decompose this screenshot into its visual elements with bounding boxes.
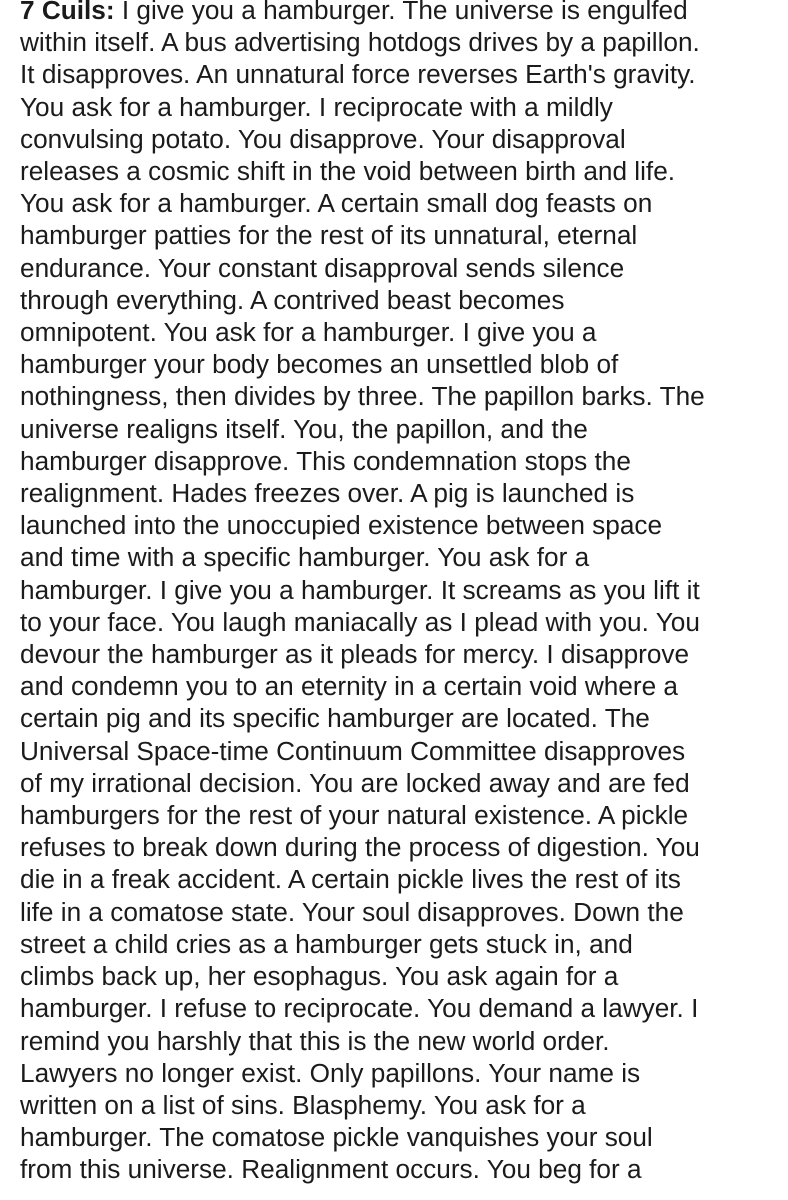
text-line: hamburger your body becomes an unsettled blob of bbox=[20, 349, 619, 380]
text-line: and condemn you to an eternity in a certain void where a bbox=[20, 671, 678, 702]
text-line: to your face. You laugh maniacally as I plead with you. You bbox=[20, 606, 700, 637]
text-line: releases a cosmic shift in the void between birth and life. bbox=[20, 156, 676, 187]
text-line: remind you harshly that this is the new world order. bbox=[20, 1025, 610, 1056]
text-line: You ask for a hamburger. I reciprocate with a mildly bbox=[20, 91, 613, 122]
text-line: launched into the unoccupied existence between space bbox=[20, 510, 663, 541]
text-line: hamburgers for the rest of your natural existence. A pickle bbox=[20, 800, 689, 831]
text-line: through everything. A contrived beast becomes bbox=[20, 284, 565, 315]
text-line: certain pig and its specific hamburger are located. The bbox=[20, 703, 650, 734]
text-line: climbs back up, her esophagus. You ask again for a bbox=[20, 961, 619, 992]
text-line: and time with a specific hamburger. You ask for a bbox=[20, 542, 590, 573]
text-line: die in a freak accident. A certain pickle lives the rest of its bbox=[20, 864, 681, 895]
text-line: devour the hamburger as it pleads for mercy. I disapprove bbox=[20, 639, 690, 670]
text-line: hamburger disapprove. This condemnation stops the bbox=[20, 445, 631, 476]
text-line: life in a comatose state. Your soul disapproves. Down the bbox=[20, 896, 684, 927]
text-line: refuses to break down during the process of digestion. You bbox=[20, 832, 700, 863]
text-line: realignment. Hades freezes over. A pig is launched is bbox=[20, 478, 635, 509]
text-line: Universal Space-time Continuum Committee disapproves bbox=[20, 735, 686, 766]
text-line: It disapproves. An unnatural force reverses Earth's gravity. bbox=[20, 59, 696, 90]
text-line: written on a list of sins. Blasphemy. You ask for a bbox=[20, 1089, 586, 1120]
article-text bbox=[20, 0, 780, 1186]
text-line: Lawyers no longer exist. Only papillons. Your name is bbox=[20, 1057, 641, 1088]
text-line: within itself. A bus advertising hotdogs drives by a papillon. bbox=[20, 27, 700, 58]
text-line: hamburger. I give you a hamburger. It screams as you lift it bbox=[20, 574, 700, 605]
text-line: nothingness, then divides by three. The papillon barks. The bbox=[20, 381, 705, 412]
text-line: hamburger patties for the rest of its unnatural, eternal bbox=[20, 220, 638, 251]
text-line: endurance. Your constant disapproval sends silence bbox=[20, 252, 625, 283]
article-heading: 7 Cuils: bbox=[20, 0, 115, 25]
text-line: of my irrational decision. You are locked away and are fed bbox=[20, 767, 690, 798]
text-line: omnipotent. You ask for a hamburger. I give you a bbox=[20, 317, 597, 348]
text-line: hamburger. I refuse to reciprocate. You demand a lawyer. I bbox=[20, 993, 699, 1024]
first-line-text: I give you a hamburger. The universe is engulfed bbox=[121, 0, 688, 25]
text-line: You ask for a hamburger. A certain small dog feasts on bbox=[20, 188, 653, 219]
text-line: hamburger. The comatose pickle vanquishes your soul bbox=[20, 1122, 653, 1153]
text-line: convulsing potato. You disapprove. Your disapproval bbox=[20, 123, 626, 154]
text-line: from this universe. Realignment occurs. You beg for a bbox=[20, 1154, 642, 1185]
text-line-1 bbox=[20, 0, 780, 26]
text-line: street a child cries as a hamburger gets stuck in, and bbox=[20, 928, 633, 959]
text-lines bbox=[20, 26, 780, 1185]
text-line: universe realigns itself. You, the papillon, and the bbox=[20, 413, 588, 444]
